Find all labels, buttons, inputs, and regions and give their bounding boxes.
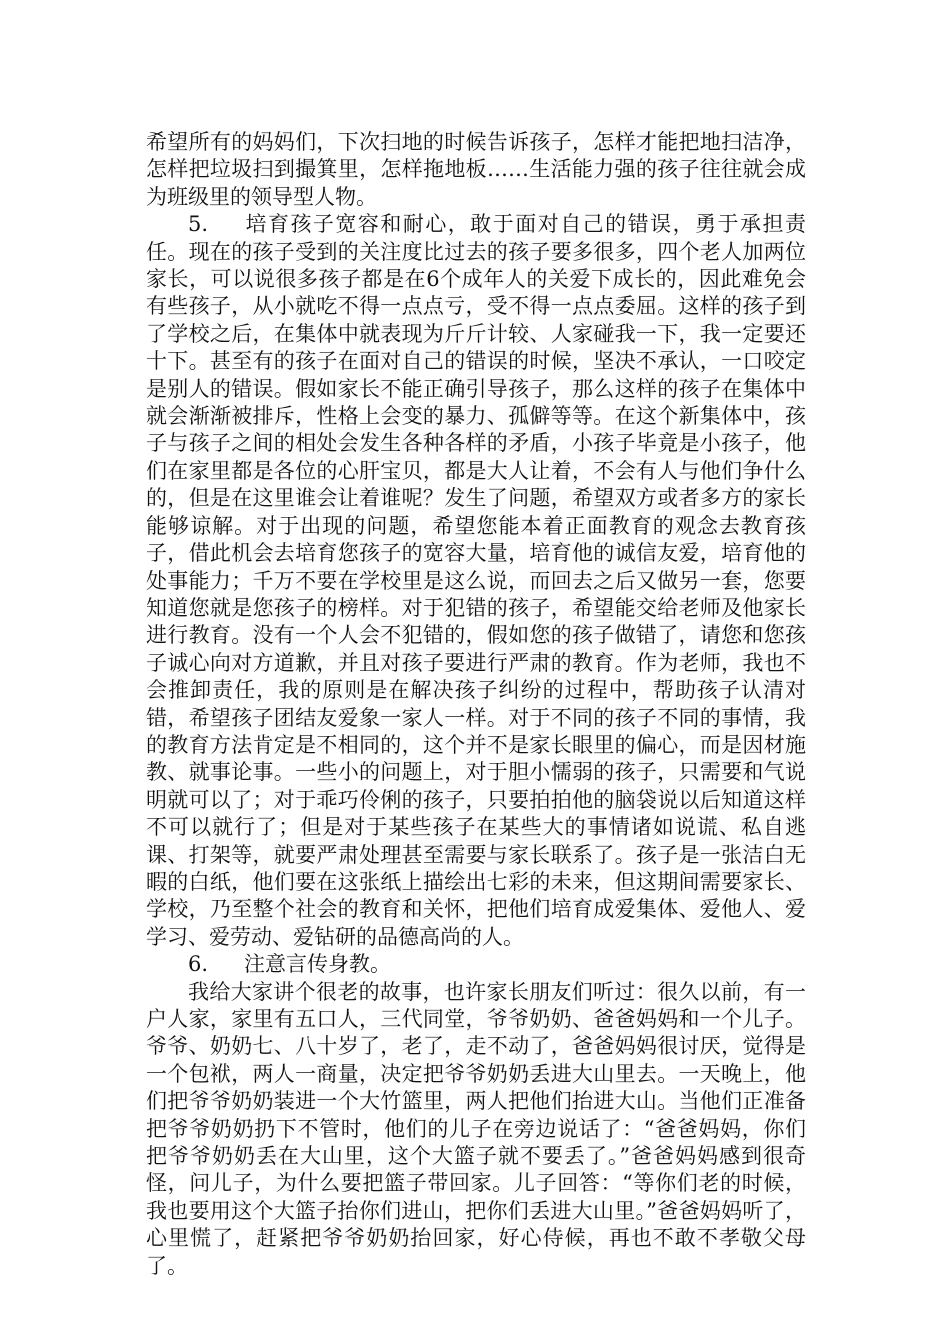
list-number: 6. [188,952,209,977]
list-number: 5. [188,212,209,237]
paragraph-2 [146,211,806,951]
document-body [146,129,806,1280]
paragraph-text: 我给大家讲个很老的故事，也许家长朋友们听过：很久以前，有一户人家，家里有五口人，三代同堂，爷爷奶奶、爸爸妈妈和一个儿子。爷爷、奶奶七、八十岁了，老了，走不动了，爸爸妈妈很讨厌，觉得是一个包袱，两人一商量，决定把爷爷奶奶丢进大山里去。一天晚上，他们把爷爷奶奶装进一个大竹篮里，两人把他们抬进大山。当他们正准备把爷爷奶奶扔下不管时，他们的儿子在旁边说话了：“爸爸妈妈，你们把爷爷奶奶丢在大山里，这个大篮子就不要丢了。”爸爸妈妈感到很奇怪，问儿子，为什么要把篮子带回家。儿子回答：“等你们老的时候，我也要用这个大篮子抬你们进山，把你们丢进大山里。”爸爸妈妈听了，心里慌了，赶紧把爷爷奶奶抬回家，好心侍候，再也不敢不孝敬父母了。 [146,979,806,1278]
paragraph-1 [146,129,806,211]
paragraph-text: 注意言传身教。 [244,952,391,977]
paragraph-4 [146,979,806,1280]
paragraph-text: 培育孩子宽容和耐心，敢于面对自己的错误，勇于承担责任。现在的孩子受到的关注度比过去的孩子要多很多，四个老人加两位家长，可以说很多孩子都是在6个成年人的关爱下成长的，因此难免会有些孩子，从小就吃不得一点点亏，受不得一点点委屈。这样的孩子到了学校之后，在集体中就表现为斤斤计较、人家碰我一下，我一定要还十下。甚至有的孩子在面对自己的错误的时候，坚决不承认，一口咬定是别人的错误。假如家长不能正确引导孩子，那么这样的孩子在集体中就会渐渐被排斥，性格上会变的暴力、孤僻等等。在这个新集体中，孩子与孩子之间的相处会发生各种各样的矛盾，小孩子毕竟是小孩子，他们在家里都是各位的心肝宝贝，都是大人让着，不会有人与他们争什么的，但是在这里谁会让着谁呢？发生了问题，希望双方或者多方的家长能够谅解。对于出现的问题，希望您能本着正面教育的观念去教育孩子，借此机会去培育您孩子的宽容大量，培育他的诚信友爱，培育他的处事能力；千万不要在学校里是这么说，而回去之后又做另一套，您要知道您就是您孩子的榜样。对于犯错的孩子，希望能交给老师及他家长进行教育。没有一个人会不犯错的，假如您的孩子做错了，请您和您孩子诚心向对方道歉，并且对孩子要进行严肃的教育。作为老师，我也不会推卸责任，我的原则是在解决孩子纠纷的过程中，帮助孩子认清对错，希望孩子团结友爱象一家人一样。对于不同的孩子不同的事情，我的教育方法肯定是不相同的，这个并不是家长眼里的偏心，而是因材施教、就事论事。一些小的问题上，对于胆小懦弱的孩子，只需要和气说明就可以了；对于乖巧伶俐的孩子，只要拍拍他的脑袋说以后知道这样不可以就行了；但是对于某些孩子在某些大的事情诸如说谎、私自逃课、打架等，就要严肃处理甚至需要与家长联系了。孩子是一张洁白无暇的白纸，他们要在这张纸上描绘出七彩的未来，但这期间需要家长、学校，乃至整个社会的教育和关怀，把他们培育成爱集体、爱他人、爱学习、爱劳动、爱钻研的品德高尚的人。 [146,212,806,949]
paragraph-3 [146,951,806,978]
paragraph-text: 希望所有的妈妈们，下次扫地的时候告诉孩子，怎样才能把地扫洁净，怎样把垃圾扫到撮箕里，怎样拖地板……生活能力强的孩子往往就会成为班级里的领导型人物。 [146,130,806,209]
